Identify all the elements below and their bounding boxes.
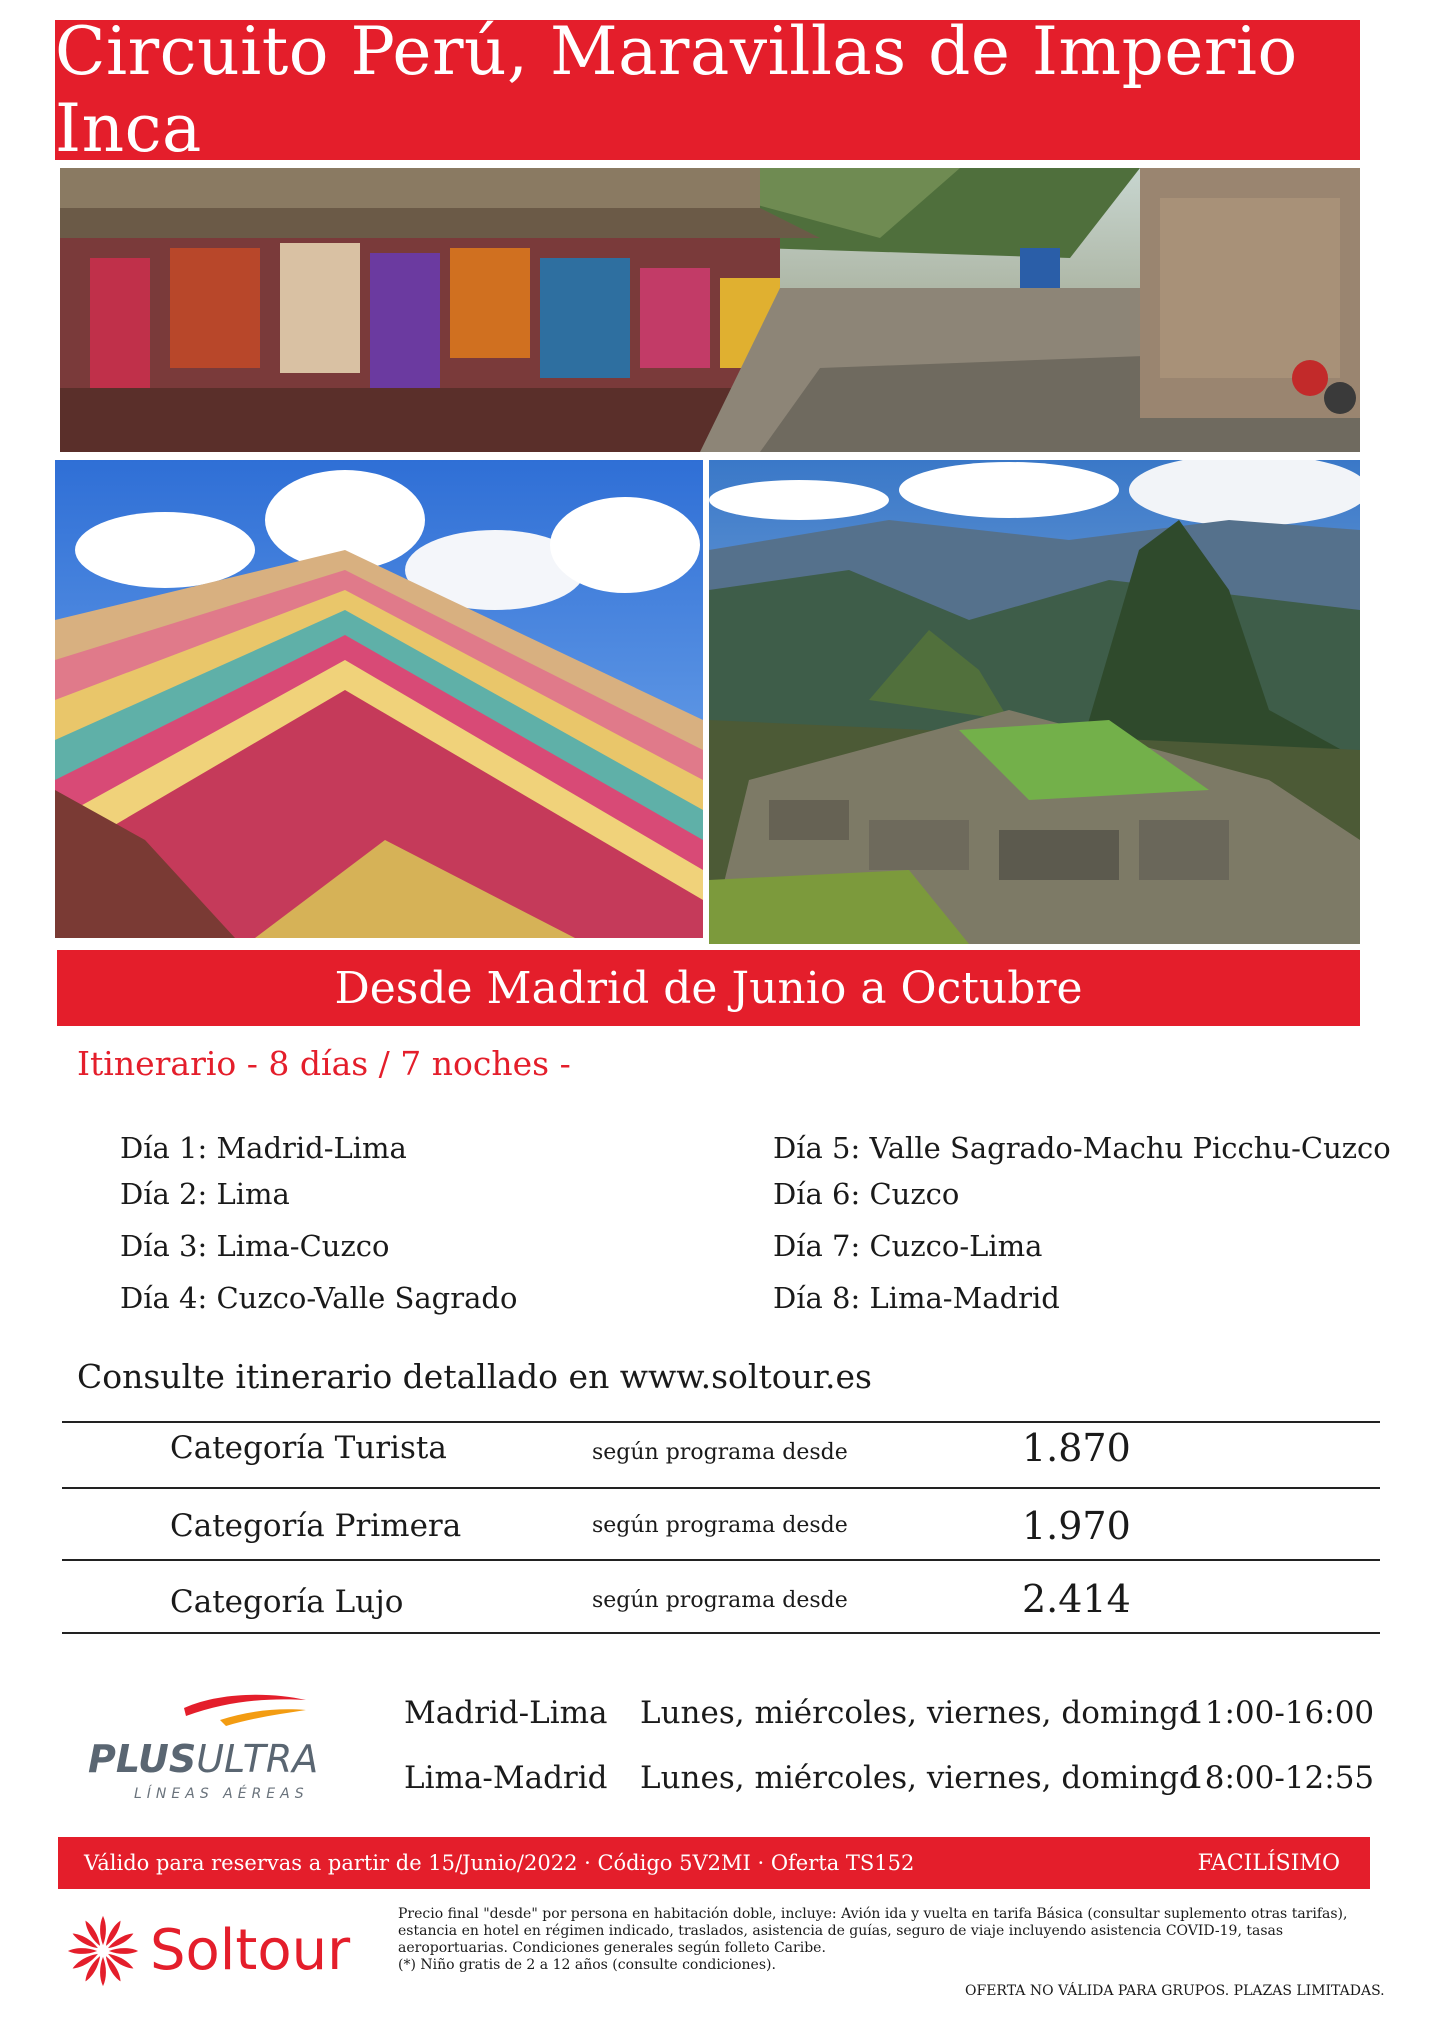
table-rule	[62, 1559, 1380, 1561]
itinerary-day: Día 2: Lima	[120, 1177, 290, 1211]
subtitle: Desde Madrid de Junio a Octubre	[334, 962, 1083, 1014]
itinerary-day: Día 1: Madrid-Lima	[120, 1131, 407, 1165]
price-note: según programa desde	[592, 1513, 848, 1538]
airline-tagline: LÍNEAS AÉREAS	[134, 1786, 309, 1802]
itinerary-day: Día 4: Cuzco-Valle Sagrado	[120, 1281, 518, 1315]
validity-banner	[58, 1837, 1370, 1889]
flight-time: 11:00-16:00	[1185, 1695, 1375, 1731]
airline-logo: PLUSULTRA	[88, 1737, 319, 1781]
validity-text: Válido para reservas a partir de 15/Junio/2022 · Código 5V2MI · Oferta TS152	[84, 1851, 915, 1875]
fineprint-child: (*) Niño gratis de 2 a 12 años (consulte condiciones).	[398, 1957, 776, 1973]
flight-days: Lunes, miércoles, viernes, domingo	[640, 1760, 1198, 1796]
flight-route: Madrid-Lima	[404, 1695, 608, 1731]
flight-days: Lunes, miércoles, viernes, domingo	[640, 1695, 1198, 1731]
price-category: Categoría Turista	[170, 1430, 447, 1466]
airline-swoosh-icon	[180, 1690, 310, 1734]
consult-website: Consulte itinerario detallado en www.soltour.es	[77, 1357, 872, 1396]
price-category: Categoría Lujo	[170, 1584, 404, 1620]
price-value: 1.870	[1022, 1426, 1131, 1470]
flight-time: 18:00-12:55	[1185, 1760, 1375, 1796]
market-photo	[60, 168, 1360, 452]
soltour-logo: Soltour	[150, 1918, 351, 1983]
fineprint-conditions: Precio final "desde" por persona en habitación doble, incluye: Avión ida y vuelta en tarifa Básica (consultar suplemento otras tarifas), estancia en hotel en régimen indicado, traslados, asistencia de guías, seguro de viaje incluyendo asistencia COVID-19, tasas aeroportuarias. Condiciones generales según folleto Caribe.	[398, 1906, 1348, 1956]
itinerary-day: Día 7: Cuzco-Lima	[773, 1229, 1043, 1263]
table-rule	[62, 1487, 1380, 1489]
price-note: según programa desde	[592, 1440, 848, 1465]
table-rule	[62, 1421, 1380, 1423]
itinerary-day: Día 6: Cuzco	[773, 1177, 960, 1211]
price-category: Categoría Primera	[170, 1508, 462, 1544]
facilisimo-badge: FACILÍSIMO	[1197, 1850, 1340, 1876]
machu-picchu-photo	[709, 460, 1360, 944]
page-title: Circuito Perú, Maravillas de Imperio Inca	[55, 13, 1298, 167]
rainbow-mountain-photo	[55, 460, 703, 938]
price-note: según programa desde	[592, 1588, 848, 1613]
itinerary-day: Día 3: Lima-Cuzco	[120, 1229, 390, 1263]
subtitle-banner	[57, 950, 1360, 1026]
price-value: 2.414	[1022, 1577, 1131, 1621]
fineprint	[398, 1906, 1353, 1974]
price-value: 1.970	[1022, 1504, 1131, 1548]
itinerary-day: Día 5: Valle Sagrado-Machu Picchu-Cuzco	[773, 1131, 1391, 1165]
offer-restriction: OFERTA NO VÁLIDA PARA GRUPOS. PLAZAS LIMITADAS.	[965, 1983, 1385, 1999]
itinerary-heading: Itinerario - 8 días / 7 noches -	[77, 1044, 571, 1083]
itinerary-day: Día 8: Lima-Madrid	[773, 1281, 1060, 1315]
table-rule	[62, 1632, 1380, 1634]
sun-icon	[64, 1912, 142, 1990]
flight-route: Lima-Madrid	[404, 1760, 608, 1796]
title-banner	[55, 13, 1360, 167]
